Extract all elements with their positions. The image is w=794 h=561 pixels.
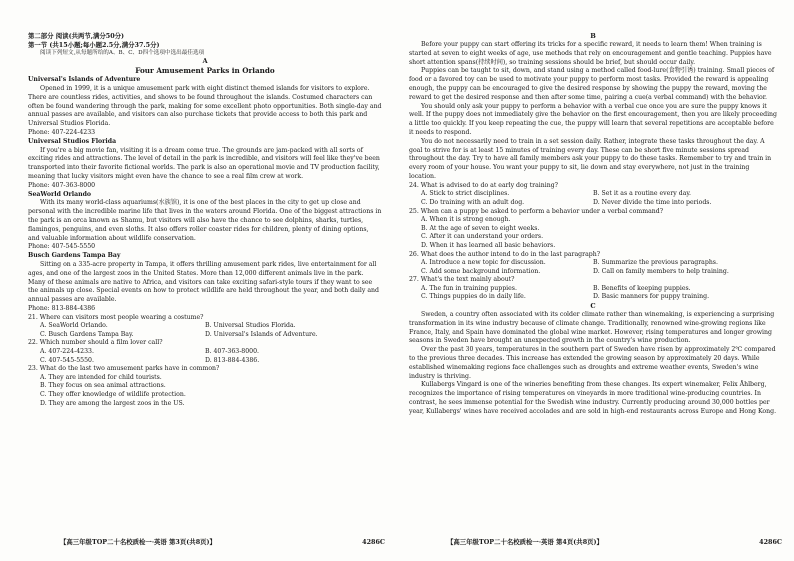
option: B. At the age of seven to eight weeks. <box>421 224 540 232</box>
option: A. When it is strong enough. <box>421 216 511 224</box>
park-phone: Phone: 407-224-4233 <box>28 128 96 136</box>
option: A. SeaWorld Orlando. <box>40 322 108 330</box>
question-list-a <box>28 314 382 409</box>
park-item <box>28 138 382 191</box>
page-footer-right <box>447 538 782 547</box>
option: D. When it has learned all basic behaviors. <box>421 241 556 249</box>
instruction: 阅读下列短文,从每题所给的A、B、C、D四个选项中选出最佳选项 <box>40 50 205 57</box>
option: D. They are among the largest zoos in the US. <box>40 399 185 407</box>
option: C. Add some background information. <box>421 267 541 275</box>
option: C. They offer knowledge of wildlife protection. <box>40 391 186 399</box>
paragraph: You do not necessarily need to train in a set session daily. Rather, integrate these tasks throughout the day. A goal to strive for is at least 15 minutes of training every day. These can be short five minute sessions spread throughout the day. Try to have all family members ask your puppy to do these tasks. Remember to try and train in every room of your house. You want your puppy to sit, lie down and stay everywhere, not just in the training location. <box>409 137 772 180</box>
option: A. Introduce a new topic for discussion. <box>421 259 546 267</box>
footer-code: 4286C <box>759 538 782 546</box>
option-row <box>28 322 382 331</box>
park-list <box>28 76 382 314</box>
question-list-b <box>409 182 777 302</box>
option-row <box>409 268 777 277</box>
passage-letter-b: B <box>590 32 596 40</box>
option: B. Benefits of keeping puppies. <box>593 284 691 292</box>
park-name: Universal Studios Florida <box>28 137 117 145</box>
left-column <box>28 32 382 408</box>
page-footer-left <box>60 538 385 547</box>
option: C. 407-545-5550. <box>40 356 94 364</box>
question-stem: 22. Which number should a film lover call? <box>28 339 163 347</box>
park-item <box>28 76 382 138</box>
option: C. Busch Gardens Tampa Bay. <box>40 330 134 338</box>
option: D. Call on family members to help training. <box>593 267 729 275</box>
park-phone: Phone: 407-545-5550 <box>28 243 96 251</box>
footer-code: 4286C <box>362 538 385 546</box>
option: C. After it can understand your orders. <box>421 233 544 241</box>
question-stem: 24. What is advised to do at early dog training? <box>409 181 558 189</box>
footer-title: 【高三年级TOP二十名校质检一·英语 第3页(共8页)】 <box>60 538 216 546</box>
right-column <box>409 32 777 417</box>
option: D. Universal's Islands of Adventure. <box>205 330 318 338</box>
footer-title: 【高三年级TOP二十名校质检一·英语 第4页(共8页)】 <box>447 538 603 546</box>
park-text: Sitting on a 335-acre property in Tampa, it offers thrilling amusement park rides, live entertainment for all ages, and one of the largest zoos in the United States. More than 12,000 different animals live in the park. Many of these animals are native to Africa, and visitors can take exciting safari-style tours if they want to see the animals up close. Special events on how to protect wildlife are held throughout the year, and both daily and annual passes are available. <box>28 260 379 304</box>
option-row <box>409 190 777 199</box>
paragraph: Sweden, a country often associated with its colder climate rather than winemaking, is experiencing a surprising transformation in its wine industry because of climate change. Traditionally, renowned wine-growing regions like France, Italy, and Spain have dominated the global wine market. However, rising temperatures and longer growing seasons in Sweden have brought an unexpected growth in the country's wine production. <box>409 311 775 345</box>
question-stem: 27. What's the text mainly about? <box>409 276 515 284</box>
option: D. Never divide the time into periods. <box>593 198 712 206</box>
page-4 <box>397 0 794 561</box>
option-row <box>409 293 777 302</box>
option: B. Universal Studios Florida. <box>205 322 296 330</box>
option: B. Summarize the previous paragraphs. <box>593 259 718 267</box>
option-row <box>409 285 777 294</box>
park-phone: Phone: 813-884-4386 <box>28 304 96 312</box>
paragraph: Before your puppy can start offering its tricks for a specific reward, it needs to learn them! When training is started at seven to eight weeks of age, use methods that rely on encouragement and gentle teaching. Puppies have short attention spans(持续时间), so training sessions should be brief, but should occur daily. <box>409 41 772 66</box>
option-row <box>28 348 382 357</box>
option: D. 813-884-4386. <box>205 356 260 364</box>
option: A. 407-224-4233. <box>40 348 94 356</box>
park-name: Busch Gardens Tampa Bay <box>28 252 121 260</box>
option: A. Stick to strict disciplines. <box>421 190 510 198</box>
park-text: Opened in 1999, it is a unique amusement park with eight distinct themed islands for visitors to explore. There are countless rides, activities, and shows to be found throughout the islands. Costumed characters can often be found wandering through the park, making for some excellent photo opportunities. Both single-day and annual passes are available, and visitors can also purchase tickets that provide access to both this park and Universal Studios Florida. <box>28 84 382 128</box>
option: A. The fun in training puppies. <box>421 284 517 292</box>
park-name: SeaWorld Orlando <box>28 190 92 198</box>
option: B. Set it as a routine every day. <box>593 190 692 198</box>
option-row <box>28 357 382 366</box>
park-phone: Phone: 407-363-8000 <box>28 181 96 189</box>
passage-title: Four Amusement Parks in Orlando <box>135 66 275 76</box>
option: C. Things puppies do in daily life. <box>421 293 526 301</box>
park-name: Universal's Islands of Adventure <box>28 76 141 84</box>
paragraph: Puppies can be taught to sit, down, and stand using a method called food-lure(食物引诱) training. Small pieces of food or a favored toy can be used to motivate your puppy to perform most tasks. Provided the reward is appealing enough, the puppy can be encouraged to give the desired response by showing the puppy the reward, moving the reward to get the desired response and then after some time, pairing a cue(a verbal command) with the behavior. <box>409 67 775 101</box>
paragraph: You should only ask your puppy to perform a behavior with a verbal cue once you are sure the puppy knows it well. If the puppy does not immediately give the behavior on the first encouragement, then you are likely proceeding a little too quickly. If you keep repeating the cue, the puppy will learn that several repetitions are acceptable before it needs to respond. <box>409 102 777 136</box>
park-text: If you're a big movie fan, visiting it is a dream come true. The grounds are jam-packed with all sorts of exciting rides and attractions. The level of detail in the park is incredible, and visitors will feel like they've been transported into their favorite fictional worlds. The park is also an operational movie and TV production facility, meaning that lucky visitors might even have the chance to see a real film crew at work. <box>28 146 380 180</box>
question-stem: 21. Where can visitors most people wearing a costume? <box>28 313 204 321</box>
question-stem: 23. What do the last two amusement parks have in common? <box>28 365 220 373</box>
part-title: 第一节 (共15小题;每小题2.5分,满分37.5分) <box>28 40 160 49</box>
park-text: With its many world-class aquariums(水族馆), it is one of the best places in the city to get up close and personal with the incredible marine life that lives in the waters around Florida. One of the biggest attractions in the park is an orca known as Shamu, but visitors will also have the chance to see dolphins, sharks, turtles, flamingos, penguins, and even sloths. It also offers roller coaster rides for children, plenty of dining options, and valuable information about wildlife conservation. <box>28 199 382 242</box>
section-title: 第二部分 阅读(共两节,满分50分) <box>28 32 125 40</box>
passage-letter-a: A <box>202 57 208 66</box>
question-stem: 25. When can a puppy be asked to perform a behavior under a verbal command? <box>409 207 664 215</box>
paragraph: Over the past 30 years, temperatures in the southern part of Sweden have risen by approximately 2℃ compared to the previous three decades. This increase has extended the growing season by approximately 20 days. While established winemaking regions face challenges such as droughts and extreme weather events, Sweden's wine industry is thriving. <box>409 346 776 380</box>
option: B. 407-363-8000. <box>205 348 259 356</box>
paragraph: Kullabergs Vingard is one of the wineries benefiting from these changes. Its expert winemaker, Felix Åhlberg, recognizes the importance of rising temperatures on vineyards in more traditional wine-producing countries. In contrast, he sees immense potential for the Swedish wine industry. Currently producing around 30,000 bottles per year, Kullabergs' wines have received accolades and are sold in high-end restaurants across Europe and Hong Kong. <box>409 381 777 415</box>
option: C. Do training with an adult dog. <box>421 198 525 206</box>
option: A. They are intended for child tourists. <box>40 373 162 381</box>
question-stem: 26. What does the author intend to do in the last paragraph? <box>409 250 601 258</box>
option: B. They focus on sea animal attractions. <box>40 382 166 390</box>
option-row <box>28 331 382 340</box>
passage-letter-c: C <box>590 302 596 311</box>
option-row <box>409 199 777 208</box>
park-item <box>28 191 382 253</box>
option: D. Basic manners for puppy training. <box>593 293 710 301</box>
park-item <box>28 252 382 314</box>
option-row <box>409 259 777 268</box>
